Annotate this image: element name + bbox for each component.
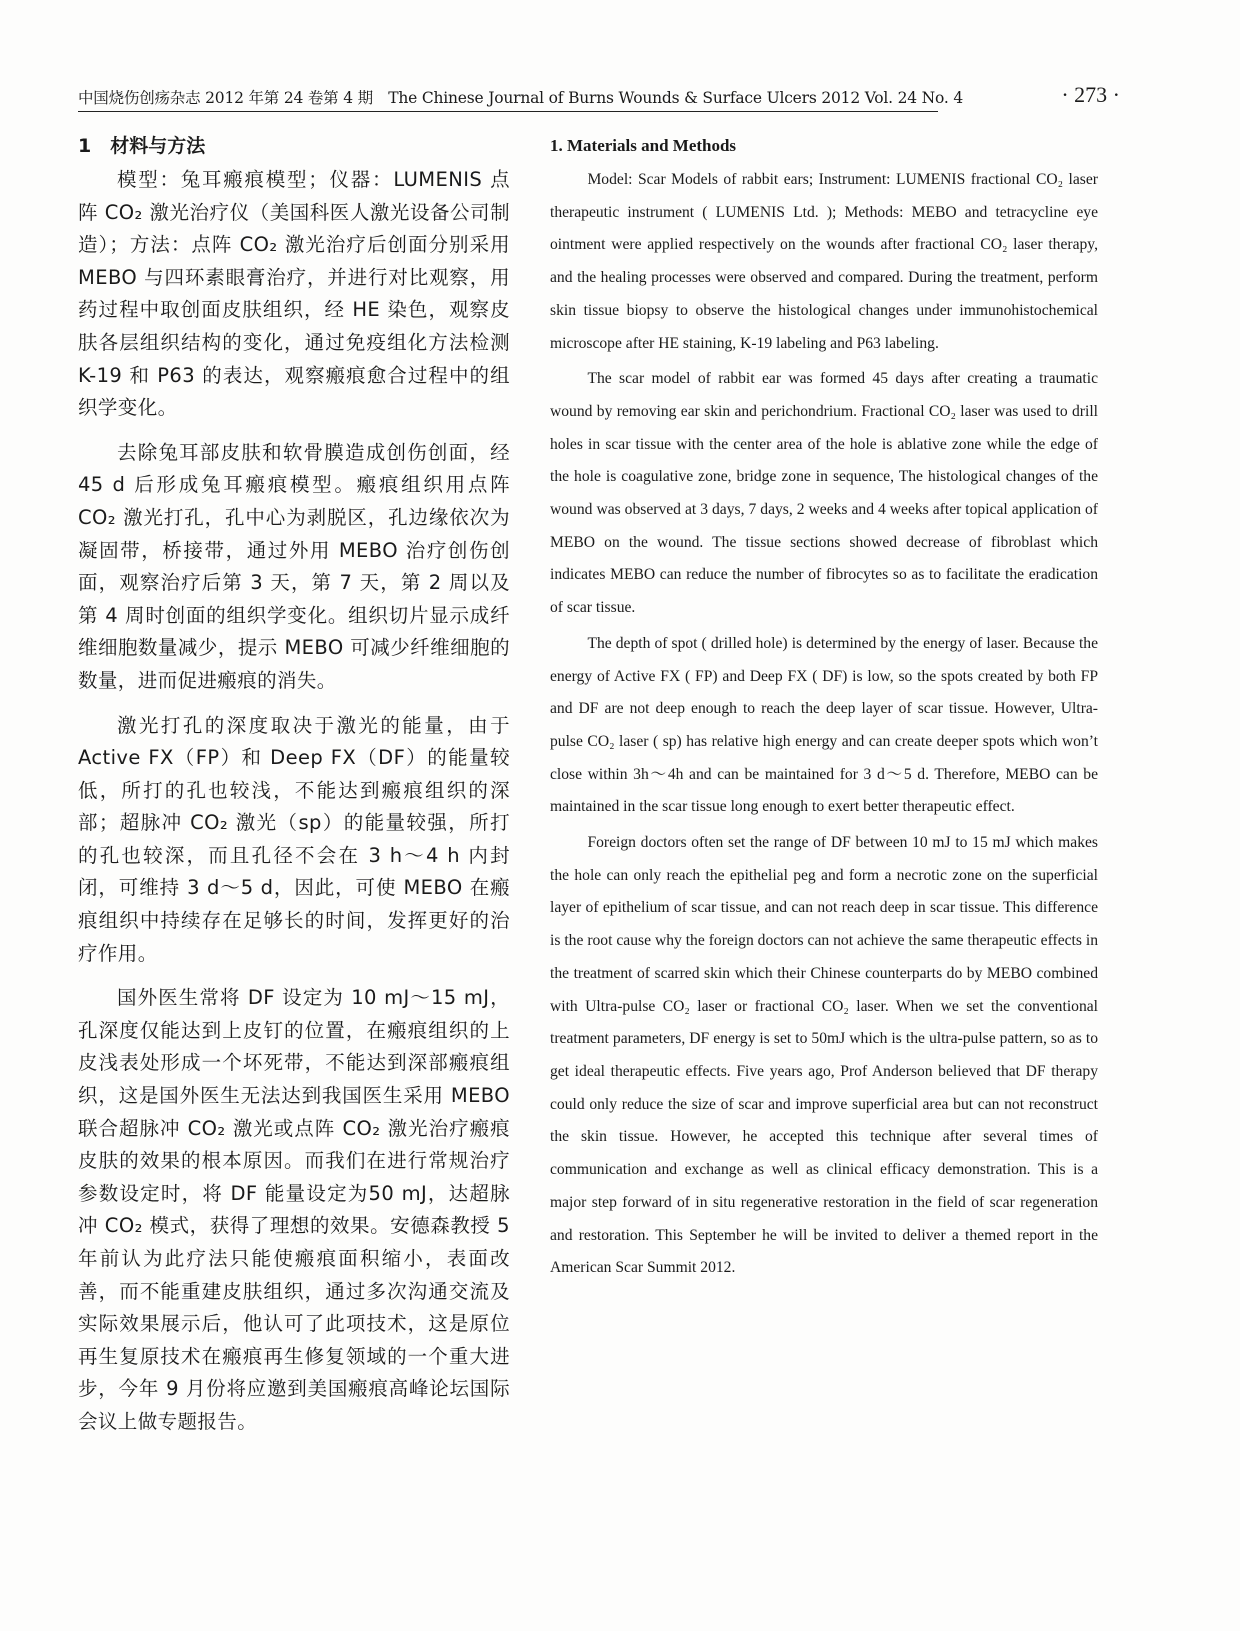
zh-section-heading: 1 材料与方法 xyxy=(78,135,206,157)
english-column xyxy=(550,134,1098,1288)
running-header xyxy=(78,80,1140,114)
zh-paragraph-3: 激光打孔的深度取决于激光的能量，由于 Active FX（FP）和 Deep FX（DF）的能量较低，所打的孔也较浅，不能达到瘢痕组织的深部；超脉冲 CO₂ 激光（sp）的能量较强，所打的孔也较深，而且孔径不会在 3 h～4 h 内封闭，可维持 3 d～5 d，因此，可使 MEBO 在瘢痕组织中持续存在足够长的时间，发挥更好的治疗作用。 xyxy=(78,713,510,965)
en-paragraph-2: The scar model of rabbit ear was formed 45 days after creating a traumatic wound by removing ear skin and perichondrium. Fractional CO₂ laser was used to drill holes in scar tissue with the center area of the hole is ablative zone while the edge of the hole is coagulative zone, bridge zone in sequence, The histological changes of the wound was observed at 3 days, 7 days, 2 weeks and 4 weeks after topical application of MEBO on the wound. The tissue sections showed decrease of fibroblast which indicates MEBO can reduce the number of fibrocytes so as to facilitate the eradication of scar tissue. xyxy=(550,370,1098,617)
chinese-column xyxy=(78,134,510,1451)
journal-running-title: 中国烧伤创疡杂志 2012 年第 24 卷第 4 期 The Chinese Journal of Burns Wounds & Surface Ulcers 2012 Vol. 24 No. 4 xyxy=(78,86,938,112)
en-section-heading: 1. Materials and Methods xyxy=(550,136,737,155)
en-paragraph-4: Foreign doctors often set the range of DF between 10 mJ to 15 mJ which makes the hole can only reach the epithelial peg and form a necrotic zone on the superficial layer of epithelium of scar tissue, and can not reach deep in scar tissue. This difference is the root cause why the foreign doctors can not achieve the same therapeutic effects in the treatment of scarred skin which their Chinese counterparts do by MEBO combined with Ultra-pulse CO₂ laser or fractional CO₂ laser. When we set the conventional treatment parameters, DF energy is set to 50mJ which is the ultra-pulse pattern, so as to get ideal therapeutic effects. Five years ago, Prof Anderson believed that DF therapy could only reduce the size of scar and improve superficial area but can not reconstruct the skin tissue. However, he accepted this technique after several times of communication and exchange as well as clinical efficacy demonstration. This is a major step forward of in situ regenerative restoration in the field of scar regeneration and restoration. This September he will be invited to deliver a themed report in the American Scar Summit 2012. xyxy=(550,834,1098,1277)
zh-paragraph-1: 模型：兔耳瘢痕模型；仪器：LUMENIS 点阵 CO₂ 激光治疗仪（美国科医人激光设备公司制造）；方法：点阵 CO₂ 激光治疗后创面分别采用 MEBO 与四环素眼膏治疗，并进行对比观察，用药过程中取创面皮肤组织，经 HE 染色，观察皮肤各层组织结构的变化，通过免疫组化方法检测 K-19 和 P63 的表达，观察瘢痕愈合过程中的组织学变化。 xyxy=(78,168,510,420)
en-paragraph-1: Model: Scar Models of rabbit ears; Instrument: LUMENIS fractional CO₂ laser therapeutic instrument ( LUMENIS Ltd. ); Methods: MEBO and tetracycline eye ointment were applied respectively on the wounds after fractional CO₂ laser therapy, and the healing processes were observed and compared. During the treatment, perform skin tissue biopsy to observe the histological changes under immunohistochemical microscope after HE staining, K-19 labeling and P63 labeling. xyxy=(550,171,1098,352)
page-number: · 273 · xyxy=(1061,82,1120,107)
en-paragraph-3: The depth of spot ( drilled hole) is determined by the energy of laser. Because the energy of Active FX ( FP) and Deep FX ( DF) is low, so the spots created by both FP and DF are not deep enough to reach the deep layer of scar tissue. However, Ultra-pulse CO₂ laser ( sp) has relative high energy and can create deeper spots which won’t close within 3h～4h and can be maintained for 3 d～5 d. Therefore, MEBO can be maintained in the scar tissue long enough to exert better therapeutic effect. xyxy=(550,634,1098,816)
zh-paragraph-2: 去除兔耳部皮肤和软骨膜造成创伤创面，经 45 d 后形成兔耳瘢痕模型。瘢痕组织用点阵 CO₂ 激光打孔，孔中心为剥脱区，孔边缘依次为凝固带，桥接带，通过外用 MEBO 治疗创伤创面，观察治疗后第 3 天，第 7 天，第 2 周以及第 4 周时创面的组织学变化。组织切片显示成纤维细胞数量减少，提示 MEBO 可减少纤维细胞的数量，进而促进瘢痕的消失。 xyxy=(78,440,510,692)
zh-paragraph-4: 国外医生常将 DF 设定为 10 mJ～15 mJ，孔深度仅能达到上皮钉的位置，在瘢痕组织的上皮浅表处形成一个坏死带，不能达到深部瘢痕组织，这是国外医生无法达到我国医生采用 MEBO 联合超脉冲 CO₂ 激光或点阵 CO₂ 激光治疗瘢痕皮肤的效果的根本原因。而我们在进行常规治疗参数设定时，将 DF 能量设定为50 mJ，达超脉冲 CO₂ 模式，获得了理想的效果。安德森教授 5 年前认为此疗法只能使瘢痕面积缩小，表面改善，而不能重建皮肤组织，通过多次沟通交流及实际效果展示后，他认可了此项技术，这是原位再生复原技术在瘢痕再生修复领域的一个重大进步，今年 9 月份将应邀到美国瘢痕高峰论坛国际会议上做专题报告。 xyxy=(78,986,510,1433)
